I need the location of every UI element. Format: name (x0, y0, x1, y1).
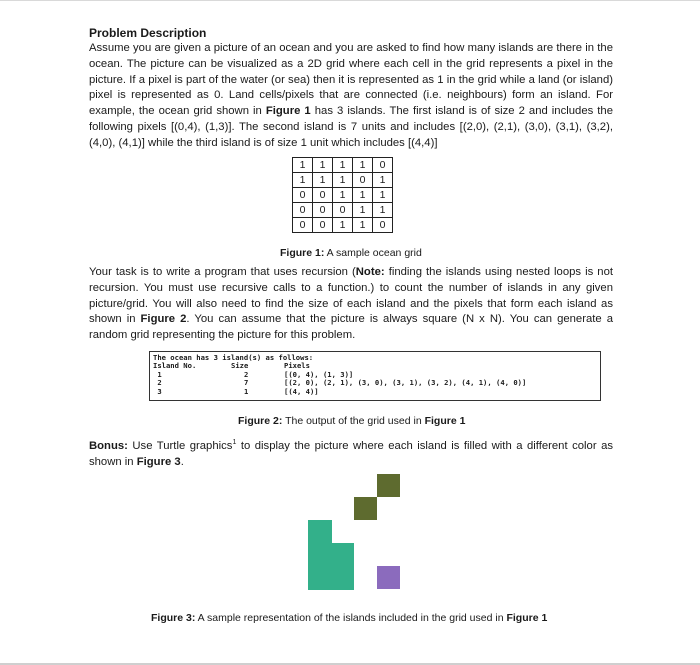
text-run: Note: (355, 266, 385, 278)
document-body (89, 25, 613, 152)
text-run: Your task is to write a program that uses recursion ( (89, 266, 356, 278)
island-2-block (331, 543, 354, 590)
island-number: 2 (153, 378, 162, 388)
text-run: . You can assume that the picture is always square (N x N). You can generate a random grid representing the picture for this problem. (89, 313, 613, 342)
island-pixels: [(0, 4), (1, 3)] (284, 369, 354, 379)
text-run: finding the islands using nested loops is not recursion. You must use recursive calls to a function.) to count the number of islands in any given picture/grid. You will also need to find the size of each island and the pixels that form each island as shown in (89, 266, 614, 326)
grid-cell: 1 (313, 158, 333, 173)
island-number: 1 (153, 369, 162, 379)
intro-paragraph (89, 41, 613, 152)
figure2-caption-text: The output of the grid used in (282, 415, 425, 427)
island-1-cell-b (354, 497, 377, 520)
grid-row (293, 188, 393, 203)
page-top-edge (0, 0, 700, 1)
figure3-caption-label: Figure 3: (151, 612, 196, 624)
grid-row (293, 173, 393, 188)
figure3-caption-ref: Figure 1 (506, 612, 548, 624)
grid-row (293, 218, 393, 233)
grid-cell: 1 (373, 188, 393, 203)
text-run: Figure 2 (140, 313, 187, 326)
text-run: Use Turtle graphics (127, 439, 233, 452)
text-run: Figure 1 (265, 105, 311, 118)
grid-cell: 1 (353, 203, 373, 218)
console-column-headers (153, 362, 597, 370)
grid-cell: 0 (313, 218, 333, 233)
island-2-column (308, 520, 331, 590)
figure1-grid (292, 157, 393, 233)
figure1-caption-label: Figure 1: (280, 247, 325, 259)
text-run: . (180, 455, 184, 468)
grid-cell: 1 (333, 188, 353, 203)
grid-row (293, 203, 393, 218)
grid-cell: 1 (353, 158, 373, 173)
text-run: 1 (232, 439, 237, 446)
grid-cell: 1 (333, 218, 353, 233)
grid-cell: 1 (373, 203, 393, 218)
text-run: to display the picture where each island is filled with a different color as shown in (89, 439, 614, 468)
col-size: Size (231, 361, 249, 371)
console-header: The ocean has 3 island(s) as follows: (153, 353, 314, 362)
text-run: Assume you are given a picture of an ocean and you are asked to find how many islands are there in the ocean. The picture can be visualized as a 2D grid where each cell in the grid represents a pixel in the picture. If a pixel is part of the water (or sea) then it is represented as 1 in the grid while a land (or island) pixel is represented as 0. Land cells/pixels that are connected (i.e. neighbours) form an island. For example, the ocean grid shown in (89, 42, 613, 118)
grid-cell: 0 (293, 203, 313, 218)
grid-row (293, 158, 393, 173)
grid-cell: 0 (373, 218, 393, 233)
island-size: 2 (231, 369, 249, 379)
bonus-section (89, 435, 613, 470)
island-size: 7 (231, 378, 249, 388)
grid-cell: 1 (313, 173, 333, 188)
grid-cell: 0 (293, 188, 313, 203)
grid-cell: 0 (333, 203, 353, 218)
ocean-grid-table (292, 157, 393, 233)
island-size: 1 (231, 386, 249, 396)
grid-cell: 1 (293, 173, 313, 188)
figure2-caption-ref: Figure 1 (424, 415, 466, 427)
task-paragraph (89, 265, 613, 344)
text-run: has 3 islands. The first island is of size 2 and includes the following pixels [(0,4), (1,3)]. The second island is 7 units and includes [(2,0), (2,1), (3,0), (3,1), (3,2), (4,0), (4,1)] while the third island is of size 1 unit which includes [(4,4)] (89, 105, 613, 149)
text-run: Figure 3 (136, 455, 181, 468)
grid-cell: 1 (373, 173, 393, 188)
island-2-top (331, 520, 332, 543)
col-island-no: Island No. (153, 361, 197, 371)
island-1-cell-a (377, 474, 400, 497)
island-pixels: [(4, 4)] (284, 386, 319, 396)
grid-cell: 0 (353, 173, 373, 188)
grid-cell: 0 (313, 188, 333, 203)
bonus-paragraph (89, 435, 613, 470)
console-island-row (153, 379, 597, 387)
text-run: Bonus: (89, 439, 128, 452)
figure3-caption-text: A sample representation of the islands included in the grid used in (195, 612, 507, 624)
console-island-row (153, 388, 597, 396)
grid-cell: 1 (333, 173, 353, 188)
grid-cell: 1 (353, 188, 373, 203)
island-pixels: [(2, 0), (2, 1), (3, 0), (3, 1), (3, 2), (4, 1), (4, 0)] (284, 378, 527, 388)
figure3-caption (151, 611, 547, 625)
grid-cell: 1 (333, 158, 353, 173)
grid-cell: 0 (293, 218, 313, 233)
island-number: 3 (153, 386, 162, 396)
grid-cell: 0 (373, 158, 393, 173)
island-3-cell (377, 566, 400, 589)
col-pixels: Pixels (284, 361, 310, 371)
grid-cell: 1 (293, 158, 313, 173)
figure1-caption (280, 246, 422, 260)
figure2-caption (238, 414, 465, 428)
task-section (89, 265, 613, 344)
page-title: Problem Description (89, 26, 207, 40)
figure2-console-output (149, 351, 601, 401)
grid-cell: 0 (313, 203, 333, 218)
figure2-caption-label: Figure 2: (238, 415, 283, 427)
grid-cell: 1 (353, 218, 373, 233)
figure1-caption-text: A sample ocean grid (324, 247, 422, 259)
